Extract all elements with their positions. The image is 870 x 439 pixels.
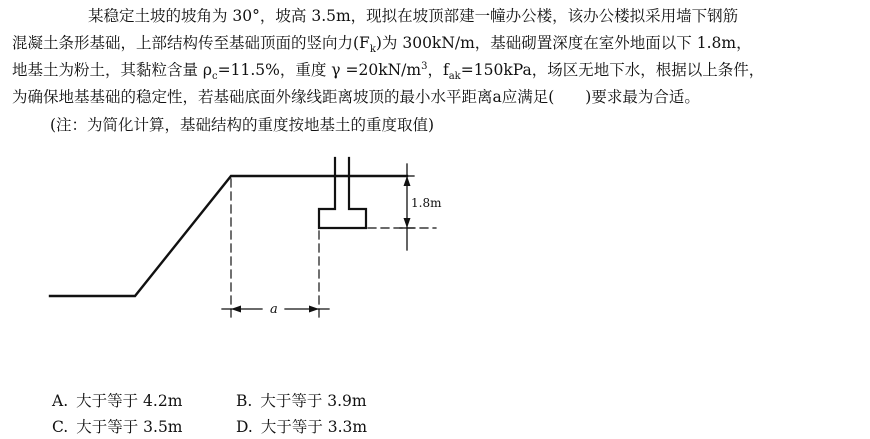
question-line-3-d: =150kPa，场区无地下水，根据以上条件， (460, 61, 765, 79)
question-line-2-a: 混凝土条形基础，上部结构传至基础顶面的竖向力(F (12, 34, 370, 52)
option-a[interactable] (52, 389, 182, 413)
question-line-3-a: 地基土为粉土，其黏粒含量 ρ (12, 61, 213, 79)
foundation-outline (319, 158, 366, 228)
depth-arrow-top (404, 176, 411, 186)
option-d-letter: D. (236, 418, 253, 436)
option-a-text: 大于等于 4.2m (76, 392, 183, 410)
depth-label: 1.8m (411, 196, 442, 210)
option-b-text: 大于等于 3.9m (260, 392, 367, 410)
option-b[interactable] (236, 389, 367, 413)
option-c-letter: C. (52, 418, 69, 436)
option-a-letter: A. (52, 392, 69, 410)
option-b-letter: B. (236, 392, 253, 410)
question-note: (注：为简化计算，基础结构的重度按地基土的重度取值) (50, 116, 435, 134)
distance-label: a (270, 302, 278, 317)
fak-subscript: ak (448, 71, 461, 83)
distance-arrow-left (231, 306, 241, 313)
rho-subscript: c (212, 71, 218, 83)
question-line-1: 某稳定土坡的坡角为 30°，坡高 3.5m，现拟在坡顶部建一幢办公楼，该办公楼拟采用墙下钢筋 (88, 7, 739, 25)
option-d-text: 大于等于 3.3m (260, 418, 368, 436)
option-c-text: 大于等于 3.5m (76, 418, 183, 436)
question-line-3-c: ，f (427, 61, 449, 79)
question-line-2-b: )为 300kN/m，基础砌置深度在室外地面以下 1.8m， (375, 34, 752, 52)
fk-subscript: k (369, 44, 376, 56)
question-line-4: 为确保地基基础的稳定性，若基础底面外缘线距离坡顶的最小水平距离a应满足( )要求最为合适。 (12, 88, 700, 106)
depth-arrow-bottom (404, 218, 411, 228)
question-line-3-b: =11.5%，重度 γ =20kN/m (217, 61, 422, 79)
unit-superscript: 3 (421, 60, 428, 72)
distance-arrow-right (309, 306, 319, 313)
option-c[interactable] (52, 415, 183, 439)
slope-profile (50, 176, 407, 296)
option-d[interactable] (236, 415, 367, 439)
